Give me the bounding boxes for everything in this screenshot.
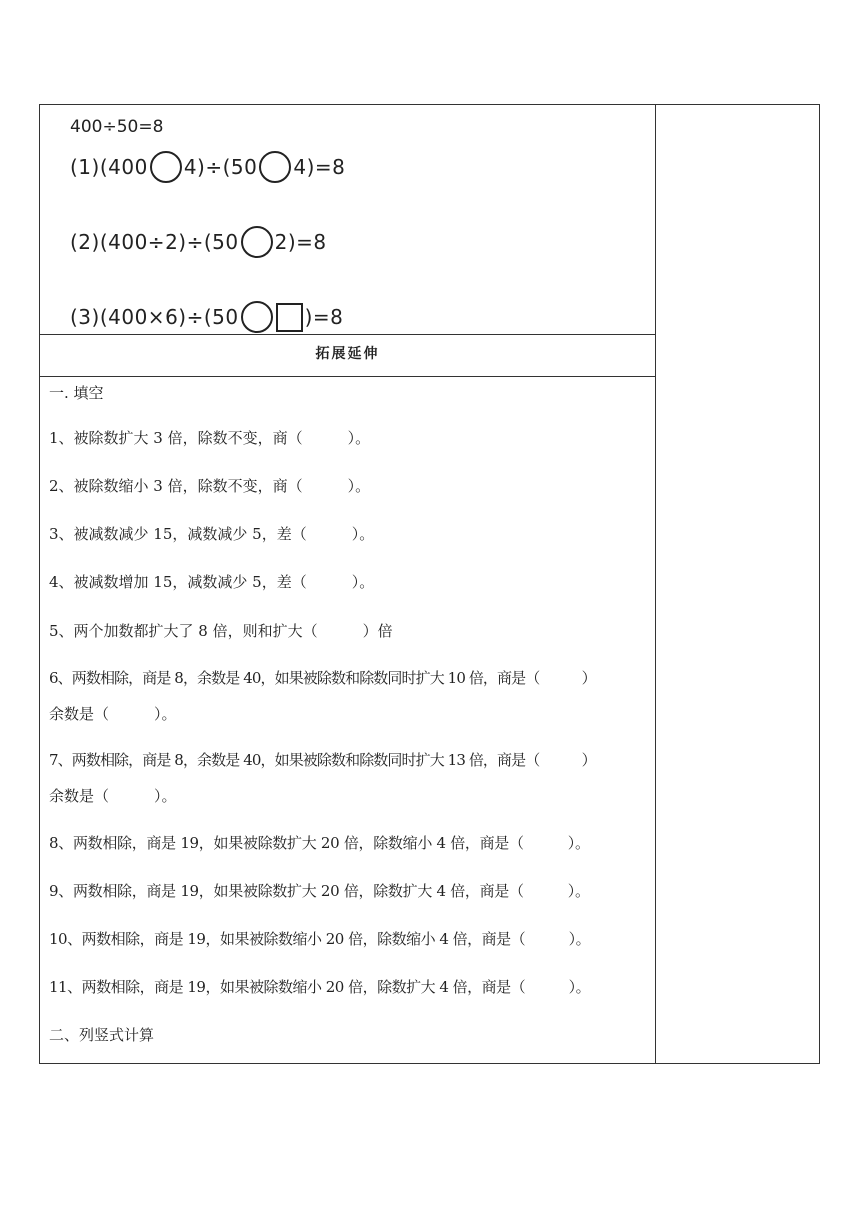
question-9: 9、两数相除，商是 19，如果被除数扩大 20 倍，除数扩大 4 倍，商是（ ）。 <box>49 882 590 900</box>
equation-1-part-b: 4)÷(50 <box>183 155 258 179</box>
section-title: 拓展延伸 <box>315 346 380 362</box>
blank-circle-icon <box>241 301 273 333</box>
question-6-cont: 余数是（ ）。 <box>49 705 177 723</box>
question-10: 10、两数相除，商是 19，如果被除数缩小 20 倍，除数缩小 4 倍，商是（ ）。 <box>49 930 591 948</box>
question-7-cont: 余数是（ ）。 <box>49 787 177 805</box>
question-4: 4、被减数增加 15，减数减少 5，差（ ）。 <box>49 573 375 591</box>
equation-2-part-c: 2)=8 <box>274 230 327 254</box>
question-1: 1、被除数扩大 3 倍，除数不变，商（ ）。 <box>49 429 371 447</box>
column-divider <box>655 105 656 1063</box>
blank-circle-icon <box>259 151 291 183</box>
question-5: 5、两个加数都扩大了 8 倍，则和扩大（ ）倍 <box>49 622 393 640</box>
equation-2-part-a: (2)(400÷2)÷(50 <box>70 230 239 254</box>
blank-circle-icon <box>241 226 273 258</box>
question-6: 6、两数相除，商是 8，余数是 40，如果被除数和除数同时扩大 10 倍，商是（ ） <box>49 669 596 687</box>
row-divider-1 <box>40 334 655 335</box>
question-2: 2、被除数缩小 3 倍，除数不变，商（ ）。 <box>49 477 371 495</box>
equation-1-part-c: 4)=8 <box>293 155 346 179</box>
question-7: 7、两数相除，商是 8，余数是 40，如果被除数和除数同时扩大 13 倍，商是（ ） <box>49 751 596 769</box>
equation-2 <box>70 226 327 258</box>
equation-3-part-c: )=8 <box>304 305 344 329</box>
equation-1-part-a: (1)(400 <box>70 155 148 179</box>
equation-1 <box>70 151 345 183</box>
equation-3 <box>70 301 343 333</box>
question-11: 11、两数相除，商是 19，如果被除数缩小 20 倍，除数扩大 4 倍，商是（ ）。 <box>49 978 591 996</box>
question-3: 3、被减数减少 15，减数减少 5，差（ ）。 <box>49 525 375 543</box>
equation-3-part-a: (3)(400×6)÷(50 <box>70 305 239 329</box>
main-equation: 400÷50=8 <box>70 117 164 137</box>
blank-square-icon <box>276 303 303 332</box>
part1-title: 一. 填空 <box>49 384 104 402</box>
question-8: 8、两数相除，商是 19，如果被除数扩大 20 倍，除数缩小 4 倍，商是（ ）。 <box>49 834 590 852</box>
row-divider-2 <box>40 376 655 377</box>
part2-title: 二、列竖式计算 <box>49 1026 155 1044</box>
worksheet-table <box>39 104 820 1064</box>
blank-circle-icon <box>150 151 182 183</box>
